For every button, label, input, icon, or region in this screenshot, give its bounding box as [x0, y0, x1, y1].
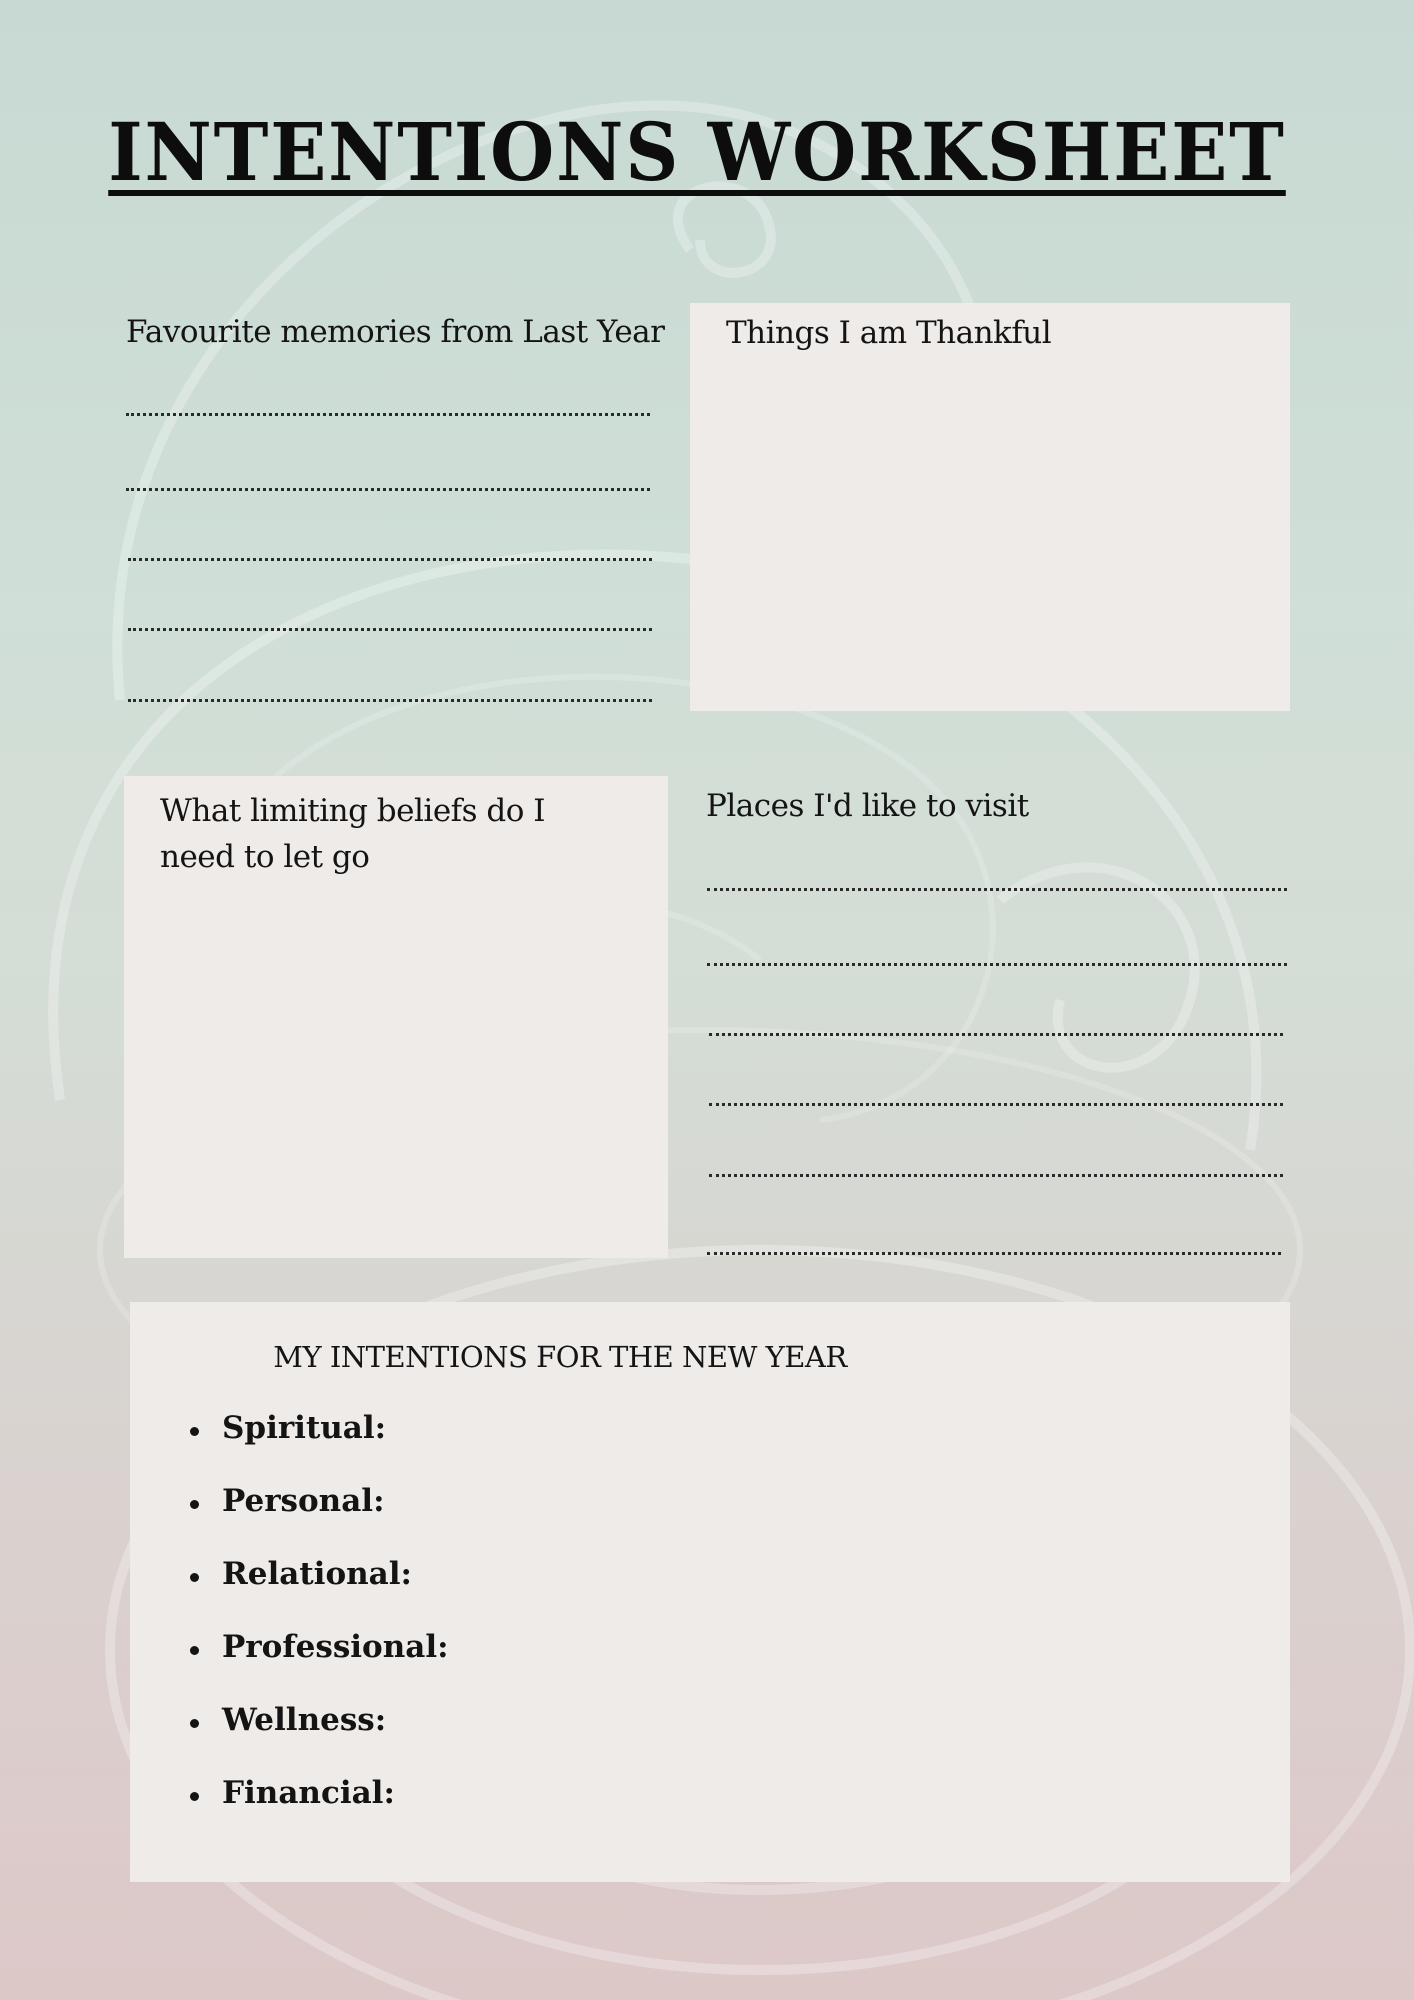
intention-item-financial[interactable] — [190, 1775, 449, 1848]
intention-label: Wellness: — [222, 1702, 387, 1738]
places-heading: Places I'd like to visit — [706, 788, 1029, 824]
intention-label: Spiritual: — [222, 1410, 387, 1446]
places-line[interactable] — [709, 1033, 1283, 1036]
memories-heading: Favourite memories from Last Year — [126, 314, 665, 350]
intention-item-relational[interactable] — [190, 1556, 449, 1629]
thankful-panel[interactable] — [690, 303, 1290, 711]
bullet-icon — [190, 1573, 199, 1582]
memories-line[interactable] — [126, 413, 650, 416]
bullet-icon — [190, 1427, 199, 1436]
memories-line[interactable] — [128, 628, 652, 631]
bullet-icon — [190, 1719, 199, 1728]
intention-item-professional[interactable] — [190, 1629, 449, 1702]
intention-label: Personal: — [222, 1483, 385, 1519]
memories-line[interactable] — [128, 558, 652, 561]
memories-line[interactable] — [128, 699, 652, 702]
bullet-icon — [190, 1646, 199, 1655]
memories-line[interactable] — [126, 488, 650, 491]
intentions-heading: MY INTENTIONS FOR THE NEW YEAR — [273, 1340, 847, 1374]
beliefs-heading: What limiting beliefs do I need to let go — [160, 793, 546, 875]
intention-label: Relational: — [222, 1556, 412, 1592]
intentions-panel — [130, 1302, 1290, 1882]
intentions-list — [190, 1410, 449, 1848]
intention-label: Professional: — [222, 1629, 449, 1665]
places-line[interactable] — [709, 1174, 1283, 1177]
intention-label: Financial: — [222, 1775, 395, 1811]
places-line[interactable] — [707, 1252, 1281, 1255]
places-line[interactable] — [707, 963, 1287, 966]
places-line[interactable] — [709, 1103, 1283, 1106]
intention-item-spiritual[interactable] — [190, 1410, 449, 1483]
places-line[interactable] — [707, 888, 1287, 891]
worksheet-title: INTENTIONS WORKSHEET — [108, 105, 1286, 199]
bullet-icon — [190, 1500, 199, 1509]
intention-item-personal[interactable] — [190, 1483, 449, 1556]
thankful-heading: Things I am Thankful — [726, 315, 1052, 351]
intention-item-wellness[interactable] — [190, 1702, 449, 1775]
beliefs-panel[interactable] — [124, 776, 668, 1258]
bullet-icon — [190, 1792, 199, 1801]
